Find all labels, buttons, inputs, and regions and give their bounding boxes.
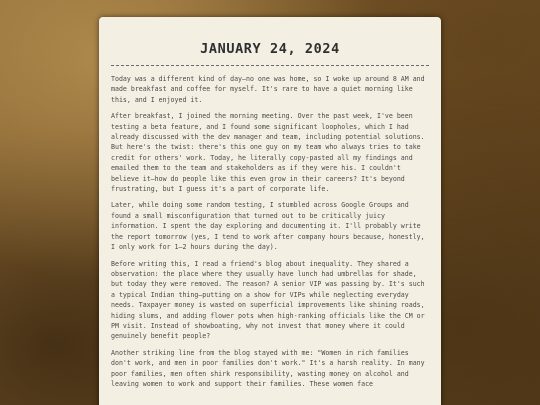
journal-page bbox=[99, 17, 441, 405]
entry-paragraph: After breakfast, I joined the morning meeting. Over the past week, I've been testing a beta feature, and I found some significant loopholes, which I had already discussed with the dev manager and team, including potential solutions. But here's the twist: there's this one guy on my team who always tries to take credit for others' work. Today, he literally copy-pasted all my findings and emailed them to the team and stakeholders as if they were his. I couldn't believe it—how do people like this even grow in their careers? It's beyond frustrating, but I guess it's a part of corporate life. bbox=[111, 112, 425, 194]
entry-date-title: JANUARY 24, 2024 bbox=[200, 41, 340, 57]
entry-paragraph: Later, while doing some random testing, I stumbled across Google Groups and found a small misconfiguration that turned out to be critically juicy information. I spent the day exploring and documenting it. I'll probably write the report tomorrow (yes, I tend to work after company hours because, honestly, I only work for 1–2 hours during the day). bbox=[111, 201, 425, 252]
journal-entry-body bbox=[99, 66, 441, 389]
entry-paragraph: Before writing this, I read a friend's blog about inequality. They shared a observation: the place where they usually have lunch had umbrellas for shade, but today they were removed. The reason? A senior VIP was passing by. It's such a typical Indian thing—putting on a show for VIPs while neglecting everyday needs. Taxpayer money is wasted on superficial improvements like shining roads, hiding slums, and adding flower pots when high-ranking officials like the CM or PM visit. Instead of showboating, why not invest that money where it could genuinely benefit people? bbox=[111, 259, 425, 341]
entry-paragraph: Today was a different kind of day—no one was home, so I woke up around 8 AM and made breakfast and coffee for myself. It's rare to have a quiet morning like this, and I enjoyed it. bbox=[111, 75, 425, 104]
entry-paragraph: Another striking line from the blog stayed with me: "Women in rich families don't work, and men in poor families don't work." It's a harsh reality. In many poor families, men often shirk responsibility, wasting money on alcohol and leaving women to work and support their families. These women face bbox=[111, 348, 425, 388]
